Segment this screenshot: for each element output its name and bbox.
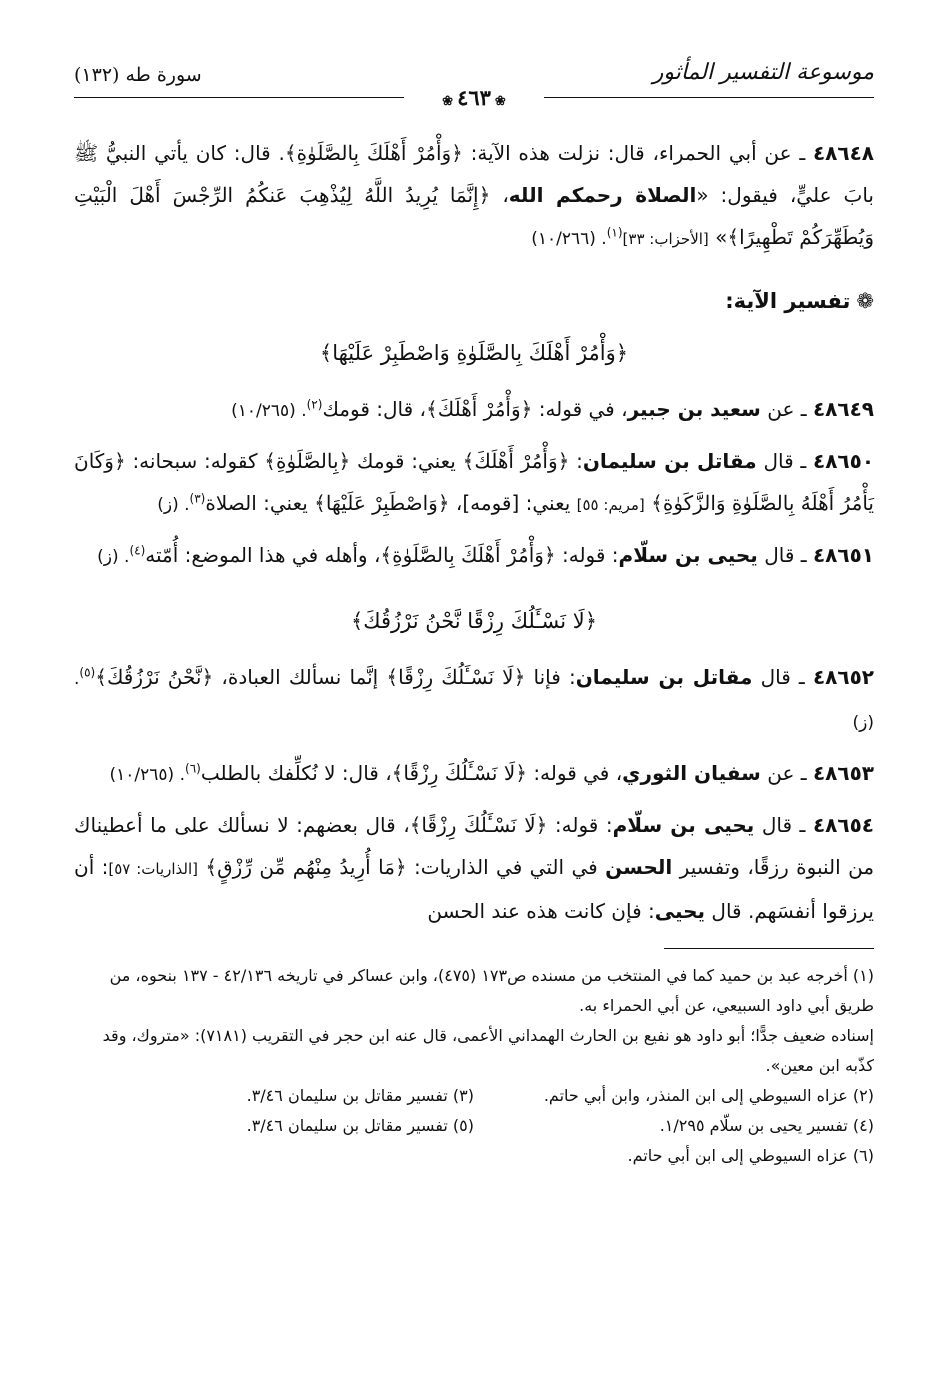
entry-48653 — [74, 752, 874, 796]
page-number-text: ٤٦٣ — [457, 85, 491, 110]
quran-quote: ﴿وَأْمُرْ أَهْلَكَ﴾ — [462, 449, 570, 473]
book-page — [74, 58, 874, 1171]
source-reference: . (١٠/٢٦٦) — [531, 229, 607, 249]
footnote-4: (٤) تفسير يحيى بن سلّام ١/٢٩٥. — [659, 1116, 874, 1135]
source-reference: . (ز) — [97, 547, 130, 567]
entry-number: ٤٨٦٥٤ — [812, 813, 875, 837]
footnote-2: (٢) عزاه السيوطي إلى ابن المنذر، وابن أبي حاتم. — [543, 1086, 874, 1105]
book-title: موسوعة التفسير المأثور — [652, 60, 874, 85]
verse-heading: ﴿وَأْمُرْ أَهْلَكَ بِالصَّلَوٰةِ وَاصْطَبِرْ عَلَيْهَا﴾ — [319, 341, 629, 365]
entry-text: يعني: [قومه]، — [455, 491, 571, 515]
main-text — [74, 132, 874, 932]
quran-quote: ﴿وَأْمُرْ أَهْلَكَ بِالصَّلَوٰةِ﴾ — [284, 141, 463, 165]
entry-text: ، في قوله: — [533, 761, 623, 785]
narrator-name: مقاتل بن سليمان — [575, 665, 753, 689]
footnote-3: (٣) تفسير مقاتل بن سليمان ٣/٤٦. — [246, 1086, 474, 1105]
narrator-name: الحسن — [605, 855, 673, 879]
quran-quote: ﴿لَا نَسْـَٔلُكَ رِزْقًا﴾ — [409, 813, 548, 837]
entry-text: في التي في الذاريات: — [414, 855, 598, 879]
narrator-name: سفيان الثوري — [622, 761, 761, 785]
narrator-name: يحيى بن سلّام — [618, 543, 758, 567]
footnote-marker: (٤) — [129, 543, 146, 558]
narrator-name: مقاتل بن سليمان — [582, 449, 757, 473]
flower-icon: ❁ — [856, 289, 874, 313]
quran-quote: ﴿لَا نَسْـَٔلُكَ رِزْقًا﴾ — [386, 665, 526, 689]
footnote-1: (١) أخرجه عبد بن حميد كما في المنتخب من مسنده ص١٧٣ (٤٧٥)، وابن عساكر في تاريخه ٤٢/١٣٦ - ١٣٧ بنحوه، من طريق أبي داود السبيعي، عن أبي الحمراء به. — [109, 966, 874, 1015]
entry-text: ، — [502, 183, 509, 207]
section-heading — [74, 280, 874, 322]
source-reference: . (١٠/٢٦٥) — [109, 765, 185, 785]
page-header — [74, 58, 874, 110]
footnote-row — [74, 1081, 874, 1111]
entry-text: يعني: قومك — [357, 449, 456, 473]
verse-heading: ﴿لَا نَسْـَٔلُكَ رِزْقًا نَّحْنُ نَرْزُقُكَ﴾ — [350, 609, 598, 633]
entry-text: ـ عن — [767, 397, 807, 421]
ornament-icon: ❀ — [442, 94, 454, 109]
page-number — [74, 84, 874, 116]
entry-number: ٤٨٦٤٩ — [812, 397, 874, 421]
entry-number: ٤٨٦٥٣ — [812, 761, 874, 785]
narrator-name: يحيى — [654, 899, 706, 923]
entry-text: ، قال: قومك — [322, 397, 426, 421]
source-reference: . (ز) — [74, 669, 874, 733]
entry-text: ـ عن — [767, 761, 807, 785]
verse-reference: [الذاريات: ٥٧] — [108, 860, 198, 878]
verse-reference: [مريم: ٥٥] — [576, 496, 645, 514]
entry-text: . قال: كان يأتي النبيُّ ﷺ بابَ عليٍّ، فيقول: « — [74, 141, 874, 207]
entry-text: » — [715, 225, 728, 249]
entry-text: ، قال بعضهم: لا نسألك على ما أعطيناك من النبوة رزقًا، وتفسير — [74, 813, 875, 879]
footnote-row — [74, 1111, 874, 1141]
entry-number: ٤٨٦٤٨ — [812, 141, 874, 165]
entry-48648 — [74, 132, 874, 260]
footnote-5: (٥) تفسير مقاتل بن سليمان ٣/٤٦. — [246, 1116, 474, 1135]
entry-text: : — [576, 449, 583, 473]
quran-quote: ﴿وَأْمُرْ أَهْلَكَ بِالصَّلَوٰةِ﴾ — [380, 543, 556, 567]
quran-quote: ﴿وَأْمُرْ أَهْلَكَ﴾ — [426, 397, 533, 421]
entry-text: ، في قوله: — [538, 397, 628, 421]
narrator-name: سعيد بن جبير — [627, 397, 761, 421]
entry-text: : فإن كانت هذه عند الحسن — [427, 899, 655, 923]
bold-phrase: الصلاة رحمكم الله — [508, 183, 697, 207]
quran-quote: ﴿مَا أُرِيدُ مِنْهُم مِّن رِّزْقٍ﴾ — [205, 855, 407, 879]
footnote-divider — [664, 948, 874, 949]
entry-text: ـ قال — [761, 813, 806, 837]
entry-text: يعني: الصلاة — [205, 491, 308, 515]
footnote-marker: (٣) — [189, 491, 206, 506]
footnote-marker: (٦) — [185, 761, 201, 776]
surah-label: سورة طه (١٣٢) — [74, 64, 202, 86]
quran-quote: ﴿نَّحْنُ نَرْزُقُكَ﴾ — [95, 665, 214, 689]
entry-48654 — [74, 804, 874, 932]
entry-48649 — [74, 388, 874, 432]
entry-number: ٤٨٦٥١ — [812, 543, 874, 567]
entry-48652 — [74, 656, 874, 744]
entry-text: : فإنا — [533, 665, 576, 689]
entry-text: ـ عن أبي الحمراء، قال: نزلت هذه الآية: — [470, 141, 806, 165]
ornament-icon: ❀ — [494, 94, 506, 109]
quran-quote: ﴿وَاصْطَبِرْ عَلَيْهَا﴾ — [314, 491, 450, 515]
footnote-1-grading: إسناده ضعيف جدًّا؛ أبو داود هو نفيع بن الحارث الهمداني الأعمى، قال عنه ابن حجر في التقريب (٧١٨١): «متروك، وقد كذّبه ابن معين». — [102, 1026, 874, 1075]
entry-text: ـ قال — [763, 449, 807, 473]
verse-reference: [الأحزاب: ٣٣] — [622, 230, 709, 248]
footnote-6: (٦) عزاه السيوطي إلى ابن أبي حاتم. — [627, 1146, 874, 1165]
entry-text: ، وأهله في هذا الموضع: أُمّته — [145, 543, 381, 567]
entry-48650 — [74, 440, 874, 526]
source-reference: . (ز) — [157, 495, 190, 515]
quran-quote: ﴿لَا نَسْـَٔلُكَ رِزْقًا﴾ — [391, 761, 527, 785]
entry-number: ٤٨٦٥٠ — [813, 449, 875, 473]
footnotes — [74, 961, 874, 1171]
entry-text: ـ قال — [760, 665, 805, 689]
entry-text: ـ قال — [764, 543, 807, 567]
entry-48651 — [74, 534, 874, 578]
entry-number: ٤٨٦٥٢ — [812, 665, 875, 689]
entry-text: : أن يرزقوا أنفسَهم. قال — [74, 855, 874, 923]
footnote-marker: (٢) — [306, 397, 323, 412]
quran-quote: ﴿إِنَّمَا يُرِيدُ اللَّهُ لِيُذْهِبَ عَنكُمُ الرِّجْسَ أَهْلَ الْبَيْتِ وَيُطَهِّرَكُمْ تَطْهِيرًا﴾ — [74, 183, 874, 249]
narrator-name: يحيى بن سلّام — [612, 813, 755, 837]
entry-text: ، قال: لا نُكلِّفك بالطلب — [200, 761, 392, 785]
section-title-text: تفسير الآية: — [725, 289, 851, 313]
entry-text: كقوله: سبحانه: — [132, 449, 258, 473]
quran-quote: ﴿بِالصَّلَوٰةِ﴾ — [264, 449, 351, 473]
entry-text: إنَّما نسألك العبادة، — [221, 665, 379, 689]
entry-text: : قوله: — [554, 813, 613, 837]
entry-text: : قوله: — [562, 543, 619, 567]
quran-quote: ﴿وَكَانَ يَأْمُرُ أَهْلَهُ بِالصَّلَوٰةِ وَالزَّكَوٰةِ﴾ — [74, 449, 874, 515]
footnote-marker: (٥) — [79, 665, 96, 680]
footnote-marker: (١) — [606, 225, 623, 240]
source-reference: . (١٠/٢٦٥) — [231, 401, 307, 421]
